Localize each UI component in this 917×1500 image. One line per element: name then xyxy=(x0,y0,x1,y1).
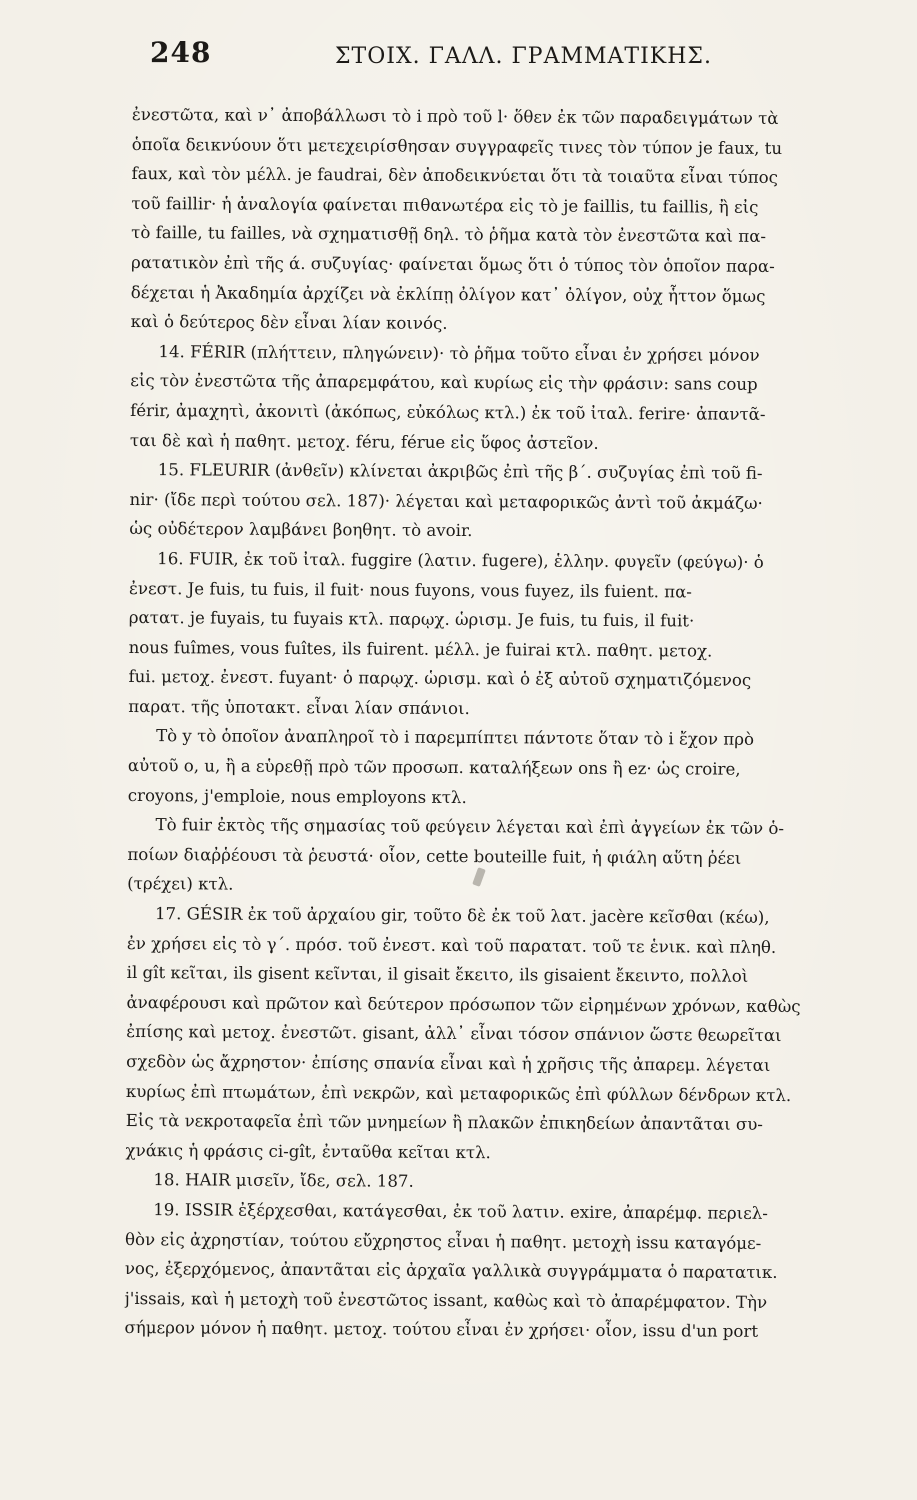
text-line: αὐτοῦ o, u, ἢ a εὑρεθῇ πρὸ τῶν προσωπ. καταλήξεων ons ἢ ez· ὡς croire, xyxy=(127,756,741,779)
text-line: καὶ ὁ δεύτερος δὲν εἶναι λίαν κοινός. xyxy=(130,312,448,334)
text-line: τὸ faille, tu failles, νὰ σχηματισθῇ δηλ. τὸ ῥῆμα κατὰ τὸν ἐνεστῶτα καὶ πα- xyxy=(131,223,767,247)
entry-heading-line: 14. FÉRIR (πλήττειν, πληγώνειν)· τὸ ῥῆμα τοῦτο εἶναι ἐν χρήσει μόνον xyxy=(158,341,760,365)
entry-heading-line: 18. HAIR μισεῖν, ἴδε, σελ. 187. xyxy=(153,1170,414,1192)
running-head: ΣΤΟΙΧ. ΓΑΛΛ. ΓΡΑΜΜΑΤΙΚΗΣ. xyxy=(335,44,712,69)
text-line: faux, καὶ τὸν μέλλ. je faudrai, δὲν ἀποδεικνύεται ὅτι τὰ τοιαῦτα εἶναι τύπος xyxy=(131,164,778,188)
body-text xyxy=(124,100,852,1347)
page-header xyxy=(150,36,850,76)
text-line: νος, ἐξερχόμενος, ἀπαντᾶται εἰς ἀρχαῖα γαλλικὰ συγγράμματα ὁ παρατατικ. xyxy=(124,1259,778,1283)
text-line: ρατατικὸν ἐπὶ τῆς ά. συζυγίας· φαίνεται ὅμως ὅτι ὁ τύπος τὸν ὁποῖον παρα- xyxy=(130,252,775,276)
text-line: fui. μετοχ. ἐνεστ. fuyant· ὁ παρῳχ. ὡρισμ. καὶ ὁ ἐξ αὐτοῦ σχηματιζόμενος xyxy=(128,667,752,691)
text-line: nous fuîmes, vous fuîtes, ils fuirent. μέλλ. je fuirai κτλ. παθητ. μετοχ. xyxy=(128,637,713,661)
text-line: j'issais, καὶ ἡ μετοχὴ τοῦ ἐνεστῶτος issant, καθὼς καὶ τὸ ἀπαρέμφατον. Τὴν xyxy=(124,1288,768,1312)
text-line: Εἰς τὰ νεκροταφεῖα ἐπὶ τῶν μνημείων ἢ πλακῶν ἐπικηδείων ἀπαντᾶται συ- xyxy=(125,1111,764,1135)
text-line: σχεδὸν ὡς ἄχρηστον· ἐπίσης σπανία εἶναι καὶ ἡ χρῆσις τῆς ἀπαρεμ. λέγεται xyxy=(126,1051,771,1075)
entry-heading-line: 16. FUIR, ἐκ τοῦ ἰταλ. fuggire (λατιν. fugere), ἑλλην. φυγεῖν (φεύγω)· ὁ xyxy=(157,549,764,572)
text-line: ται δὲ καὶ ἡ παθητ. μετοχ. féru, férue εἰς ὕφος ἀστεῖον. xyxy=(129,430,599,453)
text-line: ἐνεστῶτα, καὶ ν᾽ ἀποβάλλωσι τὸ i πρὸ τοῦ l· ὅθεν ἐκ τῶν παραδειγμάτων τὰ xyxy=(131,104,779,128)
page-number: 248 xyxy=(150,36,212,69)
text-line: ἐπίσης καὶ μετοχ. ἐνεστῶτ. gisant, ἀλλ᾽ εἶναι τόσον σπάνιον ὥστε θεωρεῖται xyxy=(126,1022,782,1046)
text-line: (τρέχει) κτλ. xyxy=(127,874,234,895)
text-line: δέχεται ἡ Ἀκαδημία ἀρχίζει νὰ ἐκλίπῃ ὀλίγον κατ᾽ ὀλίγον, οὐχ ἧττον ὅμως xyxy=(130,282,766,306)
text-line: ὡς οὐδέτερον λαμβάνει βοηθητ. τὸ avoir. xyxy=(129,519,473,541)
text-line: θὸν εἰς ἀχρηστίαν, τούτου εὔχρηστος εἶναι ἡ παθητ. μετοχὴ issu καταγόμε- xyxy=(124,1229,762,1253)
text-line: κυρίως ἐπὶ πτωμάτων, ἐπὶ νεκρῶν, καὶ μεταφορικῶς ἐπὶ φύλλων δένδρων κτλ. xyxy=(125,1081,792,1105)
entry-heading-line: 19. ISSIR ἐξέρχεσθαι, κατάγεσθαι, ἐκ τοῦ λατιν. exire, ἀπαρέμφ. περιελ- xyxy=(153,1200,768,1223)
text-line: χνάκις ἡ φράσις ci-gît, ἐνταῦθα κεῖται κτλ. xyxy=(125,1140,491,1162)
text-line: ρατατ. je fuyais, tu fuyais κτλ. παρῳχ. ὡρισμ. Je fuis, tu fuis, il fuit· xyxy=(128,608,695,631)
text-line: il gît κεῖται, ils gisent κεῖνται, il gisait ἔκειτο, ils gisaient ἔκειντο, πολλοὶ xyxy=(126,963,749,986)
text-line: nir· (ἴδε περὶ τούτου σελ. 187)· λέγεται καὶ μεταφορικῶς ἀντὶ τοῦ ἀκμάζω· xyxy=(129,489,763,513)
entry-heading-line: 17. GÉSIR ἐκ τοῦ ἀρχαίου gir, τοῦτο δὲ ἐκ τοῦ λατ. jacère κεῖσθαι (κέω), xyxy=(154,904,770,927)
text-line: ἀναφέρουσι καὶ πρῶτον καὶ δεύτερον πρόσωπον τῶν εἰρημένων χρόνων, καθὼς xyxy=(126,992,801,1016)
text-line: férir, ἀμαχητὶ, ἀκονιτὶ (ἀκόπως, εὐκόλως κτλ.) ἐκ τοῦ ἰταλ. ferire· ἀπαντᾶ- xyxy=(130,400,766,424)
text-line: ὁποῖα δεικνύουν ὅτι μετεχειρίσθησαν συγγραφεῖς τινες τὸν τύπον je faux, tu xyxy=(131,134,783,158)
paragraph-line: Τὸ y τὸ ὁποῖον ἀναπληροῖ τὸ i παρεμπίπτει πάντοτε ὅταν τὸ i ἔχον πρὸ xyxy=(156,726,755,750)
text-line: ἐνεστ. Je fuis, tu fuis, il fuit· nous fuyons, vous fuyez, ils fuient. πα- xyxy=(128,578,692,601)
text-line: croyons, j'emploie, nous employons κτλ. xyxy=(127,785,467,807)
text-line: ποίων διαῤῥέουσι τὰ ῥευστά· οἷον, cette bouteille fuit, ἡ φιάλη αὕτη ῥέει xyxy=(127,844,742,868)
paragraph-line: Τὸ fuir ἐκτὸς τῆς σημασίας τοῦ φεύγειν λέγεται καὶ ἐπὶ ἀγγείων ἐκ τῶν ὁ- xyxy=(155,815,785,839)
text-line: ἐν χρήσει εἰς τὸ γ΄. πρόσ. τοῦ ἐνεστ. καὶ τοῦ παρατατ. τοῦ τε ἑνικ. καὶ πληθ. xyxy=(126,933,777,957)
text-line: εἰς τὸν ἐνεστῶτα τῆς ἀπαρεμφάτου, καὶ κυρίως εἰς τὴν φράσιν: sans coup xyxy=(130,371,758,395)
text-line: τοῦ faillir· ἡ ἀναλογία φαίνεται πιθανωτέρα εἰς τὸ je faillis, tu faillis, ἢ εἰς xyxy=(131,193,759,217)
entry-heading-line: 15. FLEURIR (ἀνθεῖν) κλίνεται ἀκριβῶς ἐπὶ τῆς β΄. συζυγίας ἐπὶ τοῦ fi- xyxy=(157,460,763,483)
text-line: παρατ. τῆς ὑποτακτ. εἶναι λίαν σπάνιοι. xyxy=(128,696,470,718)
text-line: σήμερον μόνον ἡ παθητ. μετοχ. τούτου εἶναι ἐν χρήσει· οἷον, issu d'un port xyxy=(124,1318,759,1342)
